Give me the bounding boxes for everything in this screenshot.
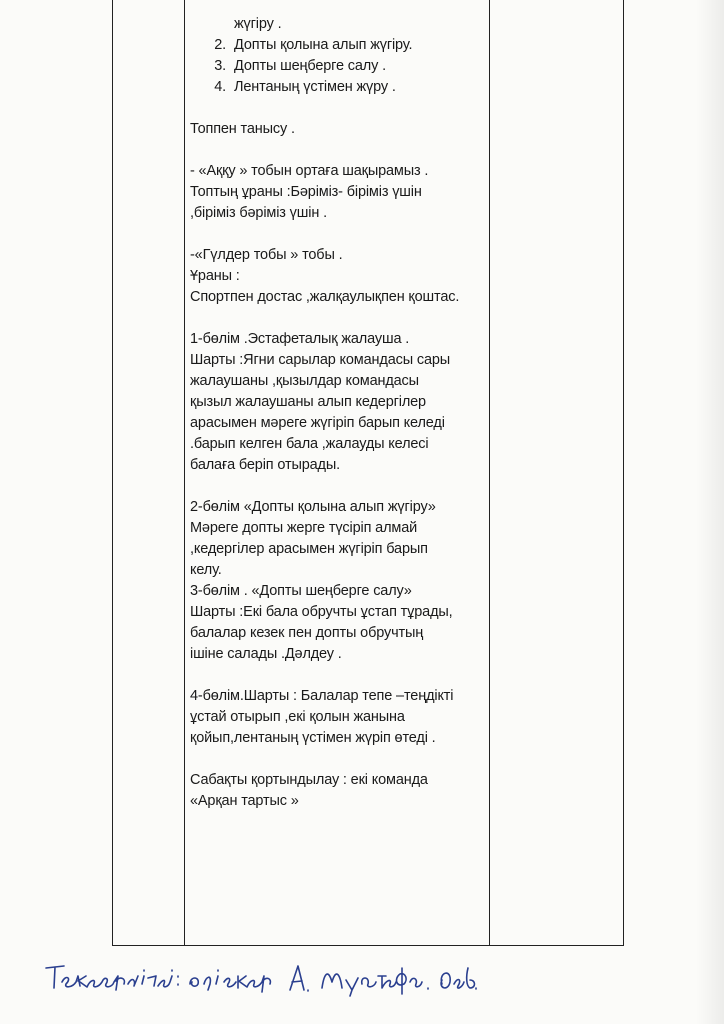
team2-line: -«Гүлдер тобы » тобы . [190,247,343,263]
part3-line: балалар кезек пен допты обручтың [190,625,424,641]
list-item [190,56,486,77]
part3-line: Шарты :Екі бала обручты ұстап тұрады, [190,604,453,620]
part3-line: 3-бөлім . «Допты шеңберге салу» [190,583,412,599]
team-intro-heading: Топпен танысу . [190,121,295,137]
part1-line: арасымен мәреге жүгіріп барып келеді [190,415,445,431]
part2-line: 2-бөлім «Допты қолына алып жүгіру» [190,499,436,515]
list-item [190,35,486,56]
part1-line: 1-бөлім .Эстафеталық жалауша . [190,331,410,347]
lesson-content-cell [190,14,486,812]
team1-line: - «Аққу » тобын ортаға шақырамыз . [190,163,429,179]
part1-line: қызыл жалаушаны алып кедергілер [190,394,426,410]
list-item [190,77,486,98]
list-text: Допты қолына алып жүгіру. [234,37,413,53]
table-column-divider-right [489,0,490,946]
part2-line: ,кедергілер арасымен жүгіріп барып [190,541,428,557]
team1-line: ,біріміз бәріміз үшін . [190,205,327,221]
part2-line: Мәреге допты жерге түсіріп алмай [190,520,418,536]
list-text: Допты шеңберге салу . [234,58,386,74]
part4-line: қойып,лентаның үстімен жүріп өтеді . [190,730,436,746]
handwritten-signature [40,954,480,998]
conclusion-line: «Арқан тартыс » [190,793,299,809]
list-continuation: жүгіру . [234,16,282,32]
list-number: 4. [214,79,226,95]
part3-line: ішіне салады .Дәлдеу . [190,646,342,662]
list-number: 2. [214,37,226,53]
part4-line: ұстай отырып ,екі қолын жанына [190,709,405,725]
table-column-divider-left [184,0,185,946]
part1-line: .барып келген бала ,жалауды келесі [190,436,429,452]
team2-line: Ұраны : [190,268,240,284]
conclusion-line: Сабақты қортындылау : екі команда [190,772,428,788]
list-number: 3. [214,58,226,74]
part1-line: Шарты :Ягни сарылар командасы сары [190,352,451,368]
part4-line: 4-бөлім.Шарты : Балалар тепе –теңдікті [190,688,454,704]
part2-line: келу. [190,562,222,578]
team2-line: Спортпен достас ,жалқаулықпен қоштас. [190,289,460,305]
part1-line: балаға беріп отырады. [190,457,341,473]
list-text: Лентаның үстімен жүру . [234,79,396,95]
team1-line: Топтың ұраны :Бәріміз- біріміз үшін [190,184,422,200]
part1-line: жалаушаны ,қызылдар командасы [190,373,419,389]
scan-edge-shadow [696,0,724,1024]
